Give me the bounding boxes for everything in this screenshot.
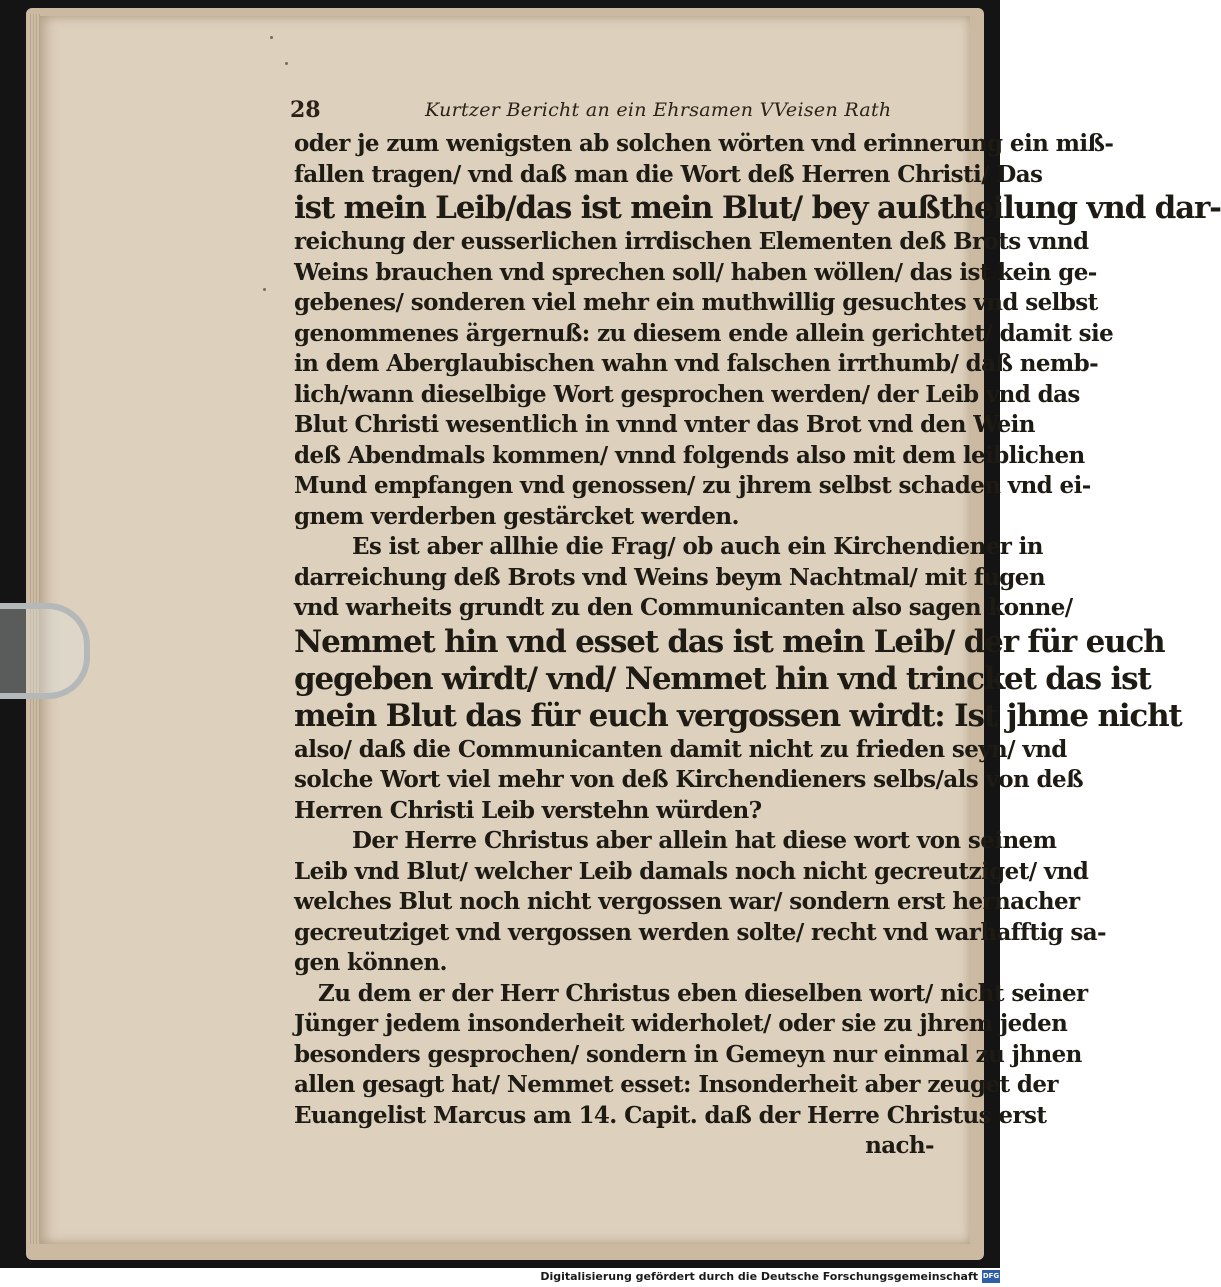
text-line: welches Blut noch nicht vergossen war/ sondern erst hernacher	[294, 888, 1080, 915]
text-line: reichung der eusserlichen irrdischen Elementen deß Brots vnnd	[294, 228, 1089, 255]
text-line: allen gesagt hat/ Nemmet esset: Insonderheit aber zeuget der	[294, 1071, 1058, 1098]
text-line: in dem Aberglaubischen wahn vnd falschen irrthumb/ daß nemb-	[294, 350, 1099, 377]
text-line: Mund empfangen vnd genossen/ zu jhrem selbst schaden vnd ei-	[294, 472, 1091, 499]
text-line: Weins brauchen vnd sprechen soll/ haben wöllen/ das ist kein ge-	[294, 258, 1097, 286]
text-line: Blut Christi wesentlich in vnnd vnter das Brot vnd den Wein	[294, 411, 1035, 438]
page-number: 28	[290, 97, 321, 123]
text-line: mein Blut das für euch vergossen wirdt: Ist jhme nicht	[294, 697, 1182, 734]
text-line: Der Herre Christus aber allein hat diese wort von seinem	[352, 827, 1057, 854]
text-line: lich/wann dieselbige Wort gesprochen werden/ der Leib vnd das	[294, 380, 1080, 408]
text-line: Leib vnd Blut/ welcher Leib damals noch nicht gecreutziget/ vnd	[294, 857, 1089, 885]
text-line: Jünger jedem insonderheit widerholet/ oder sie zu jhrem jeden	[294, 1010, 1068, 1037]
text-line: Zu dem er der Herr Christus eben dieselben wort/ nicht seiner	[318, 979, 1088, 1007]
text-line: also/ daß die Communicanten damit nicht zu frieden seyn/ vnd	[294, 735, 1067, 763]
text-line: gecreutziget vnd vergossen werden solte/ recht vnd warhafftig sa-	[294, 918, 1106, 946]
text-line: Es ist aber allhie die Frag/ ob auch ein Kirchendiener in	[352, 533, 1043, 560]
text-line: Nemmet hin vnd esset das ist mein Leib/ der für euch	[294, 623, 1165, 660]
text-line: oder je zum wenigsten ab solchen wörten vnd erinnerung ein miß-	[294, 130, 1114, 157]
paper-speck	[285, 62, 288, 65]
paper-speck	[263, 288, 266, 291]
paragraph	[294, 979, 1088, 1132]
footer-credit: Digitalisierung gefördert durch die Deutsche Forschungsgemeinschaft	[540, 1270, 978, 1283]
text-line: genommenes ärgernuß: zu diesem ende allein gerichtet/ damit sie	[294, 319, 1114, 347]
text-line: deß Abendmals kommen/ vnnd folgends also mit dem leiblichen	[294, 441, 1085, 469]
paper-speck	[270, 36, 273, 39]
catchword: nach-	[865, 1132, 934, 1159]
text-body	[294, 129, 1221, 1162]
footer-bar	[0, 1268, 1000, 1287]
running-head: Kurtzer Bericht an ein Ehrsamen VVeisen Rath	[425, 99, 892, 121]
text-line: solche Wort viel mehr von deß Kirchendieners selbs/als von deß	[294, 766, 1083, 793]
text-line: ist mein Leib/das ist mein Blut/ bey außtheilung vnd dar-	[294, 190, 1221, 226]
text-line: fallen tragen/ vnd daß man die Wort deß Herren Christi/ Das	[294, 160, 1043, 188]
page-header	[290, 97, 930, 127]
text-line: gegeben wirdt/ vnd/ Nemmet hin vnd trincket das ist	[294, 660, 1151, 697]
text-line: Herren Christi Leib verstehn würden?	[294, 796, 762, 824]
dfg-logo: DFG	[982, 1270, 1000, 1283]
text-line: gebenes/ sonderen viel mehr ein muthwillig gesuchtes vnd selbst	[294, 289, 1098, 316]
text-line: darreichung deß Brots vnd Weins beym Nachtmal/ mit fugen	[294, 563, 1045, 591]
text-line: Euangelist Marcus am 14. Capit. daß der Herre Christus erst	[294, 1101, 1047, 1129]
text-line: vnd warheits grundt zu den Communicanten also sagen konne/	[294, 594, 1073, 621]
paper-clip	[0, 603, 90, 699]
text-line: gen können.	[294, 949, 447, 976]
paragraph	[294, 826, 1106, 979]
text-line: besonders gesprochen/ sondern in Gemeyn nur einmal zu jhnen	[294, 1040, 1082, 1068]
paragraph	[294, 129, 1221, 532]
text-line: gnem verderben gestärcket werden.	[294, 502, 739, 530]
paragraph	[294, 532, 1182, 826]
